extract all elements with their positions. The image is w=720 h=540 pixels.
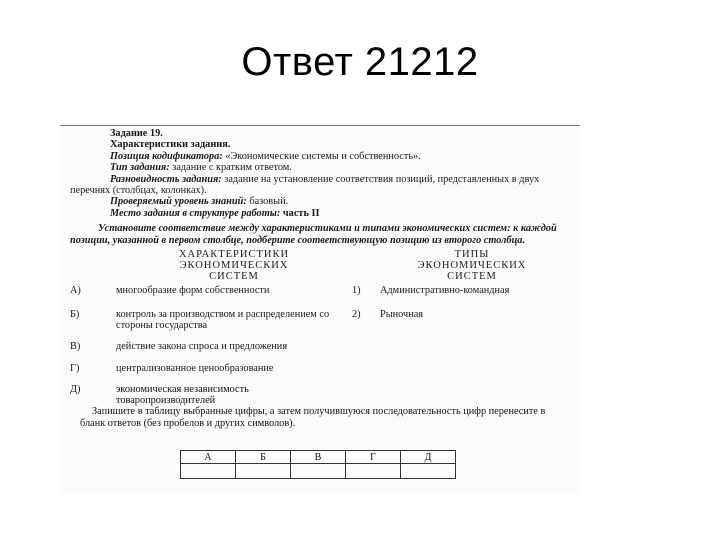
right-item-number: 2)	[352, 309, 361, 321]
answer-table-header: Б	[236, 451, 291, 464]
variety-value: задание на установление соответствия позиций, представленных в двух перечнях (столбцах, колонках).	[70, 173, 540, 197]
right-item	[352, 309, 562, 323]
left-item-letter: Д)	[70, 384, 81, 395]
answer-table-value-row	[181, 464, 456, 479]
right-item-text: Административно-командная	[380, 285, 510, 297]
slide-title: Ответ 21212	[241, 40, 479, 84]
type-label: Тип задания:	[110, 162, 170, 174]
footer-instruction: Запишите в таблицу выбранные цифры, а затем получившуюся последовательность цифр перенесите в бланк ответов (без пробелов и других символов).	[80, 406, 546, 429]
level-value: базовый.	[249, 196, 289, 208]
task-number: Задание 19.	[110, 128, 163, 139]
left-item-text: экономическая независимость товаропроизводителей	[116, 384, 249, 407]
right-heading-line: ЭКОНОМИЧЕСКИХ	[417, 260, 527, 272]
answer-table	[180, 450, 456, 479]
left-heading-line: ЭКОНОМИЧЕСКИХ	[179, 260, 289, 272]
place-value: часть II	[282, 207, 320, 219]
codifier-line	[70, 151, 576, 162]
left-item-text: действие закона спроса и предложения	[116, 341, 288, 353]
level-line	[70, 196, 576, 207]
right-item-number: 1)	[352, 285, 361, 297]
right-heading-line: ТИПЫ	[454, 249, 490, 261]
left-item	[70, 285, 350, 309]
left-item	[70, 309, 350, 343]
variety-label: Разновидность задания:	[110, 173, 222, 185]
left-item-text: многообразие форм собственности	[116, 285, 270, 297]
type-value: задание с кратким ответом.	[172, 162, 292, 174]
right-column-heading	[382, 249, 562, 282]
answer-table-header: Г	[346, 451, 401, 464]
task-text-block	[70, 128, 576, 379]
answer-table-cell	[401, 464, 456, 479]
left-item	[70, 384, 370, 408]
answer-table-cell	[236, 464, 291, 479]
answer-table-header-row	[181, 451, 456, 464]
right-item-text: Рыночная	[380, 309, 424, 321]
left-item-letter: Б)	[70, 309, 80, 321]
left-heading-line: СИСТЕМ	[209, 271, 259, 283]
codifier-label: Позиция кодификатора:	[110, 150, 223, 162]
left-column-heading	[114, 249, 354, 282]
answer-table-cell	[346, 464, 401, 479]
answer-table-cell	[291, 464, 346, 479]
answer-table-header: В	[291, 451, 346, 464]
left-item-letter: Г)	[70, 363, 80, 375]
top-rule	[60, 125, 580, 126]
left-item-letter: А)	[70, 285, 81, 297]
answer-table-header: Д	[401, 451, 456, 464]
variety-line	[70, 174, 576, 197]
right-item	[352, 285, 562, 309]
left-item-text: централизованное ценообразование	[116, 363, 274, 375]
answer-table-cell	[181, 464, 236, 479]
matching-columns	[70, 249, 576, 379]
left-heading-line: ХАРАКТЕРИСТИКИ	[178, 249, 290, 261]
right-heading-line: СИСТЕМ	[447, 271, 497, 283]
place-label: Место задания в структуре работы:	[110, 207, 281, 219]
left-item	[70, 341, 350, 365]
place-line	[70, 208, 576, 219]
characteristics-heading: Характеристики задания.	[110, 139, 231, 151]
codifier-value: «Экономические системы и собственность».	[225, 150, 421, 162]
left-item-text: контроль за производством и распределением со стороны государства	[116, 309, 330, 332]
left-item-letter: В)	[70, 341, 81, 353]
answer-table-header: А	[181, 451, 236, 464]
type-line	[70, 162, 576, 173]
task-instruction: Установите соответствие между характеристиками и типами экономических систем: к каждой позиции, указанной в первом столбце, подберите соответствующую позицию из второго столбца.	[70, 223, 557, 247]
level-label: Проверяемый уровень знаний:	[110, 196, 247, 208]
scanned-task-page	[60, 122, 580, 494]
